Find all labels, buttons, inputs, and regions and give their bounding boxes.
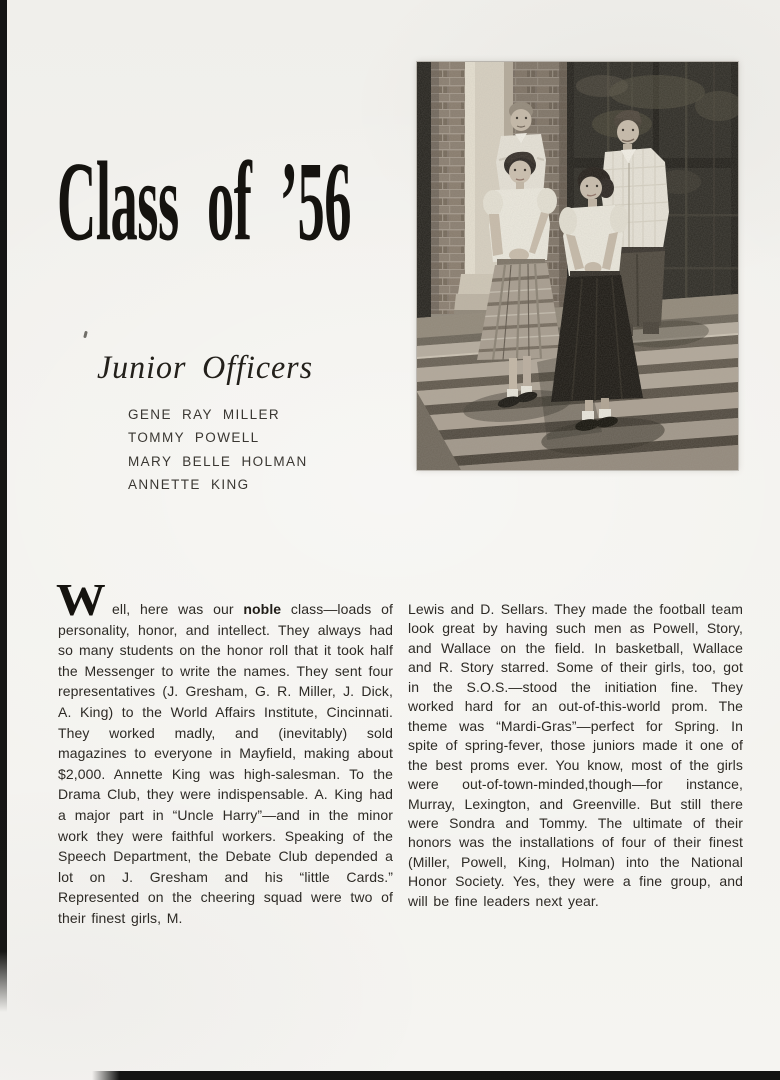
officer-name: GENE RAY MILLER — [128, 407, 281, 422]
officer-name: TOMMY POWELL — [128, 430, 260, 446]
page-title: Class of ’56 — [57, 138, 351, 265]
article-left-column — [58, 599, 393, 951]
scan-edge-left — [0, 0, 7, 1012]
initial-cap: W — [56, 574, 106, 625]
section-heading: Junior Officers — [97, 350, 314, 386]
officer-name: ANNETTE KING — [128, 477, 250, 493]
left-column-rest: class—loads of personality, honor, and intellect. They always had so many students on the honor roll that it took half the Messenger to write the names. They sent four representatives (J. Gresham, G. R. Miller, J. Dick, A. King) to the World Affairs Institute, Cincinnati. They worked madly, and (inevitably) sold magazines to everyone in Mayfield, making about $2,000. Annette King was high-salesman. To the Drama Club, they were indispensable. A. King had a major part in “Uncle Harry”—and in the minor work they were faithful workers. Speaking of the Speech Department, the Debate Club depended a lot on J. Gresham and his “little Cards.” Represented on the cheering squad were two of their finest girls, M. — [58, 601, 393, 926]
officer-name: MARY BELLE HOLMAN — [128, 453, 308, 469]
left-column-lead: ell, here was our — [112, 601, 244, 617]
ink-speck — [83, 331, 88, 339]
article-right-column: Lewis and D. Sellars. They made the football team look great by having such men as Powell, Story, and Wallace on the field. In basketball, Wallace and R. Story starred. Some of their girls, too, got in the S.O.S.—stood the initiation fine. They worked hard for an out-of-this-world prom. The theme was “Mardi-Gras”—perfect for Spring. In spite of spring-fever, those juniors made it one of the best proms ever. You know, most of the girls were out-of-town-minded,though—for instance, Murray, Lexington, and Greenville. But still there were Sondra and Tommy. The ultimate of their honors was the installations of four of their finest (Miller, Powell, King, Holman) into the National Honor Society. Yes, they were a fine group, and will be fine leaders next year. — [408, 601, 743, 909]
officer-list — [128, 403, 308, 497]
left-column-bold-word: noble — [243, 601, 282, 617]
scan-edge-bottom — [92, 1071, 780, 1080]
photo-grain — [417, 62, 738, 470]
class-photo — [417, 62, 738, 470]
